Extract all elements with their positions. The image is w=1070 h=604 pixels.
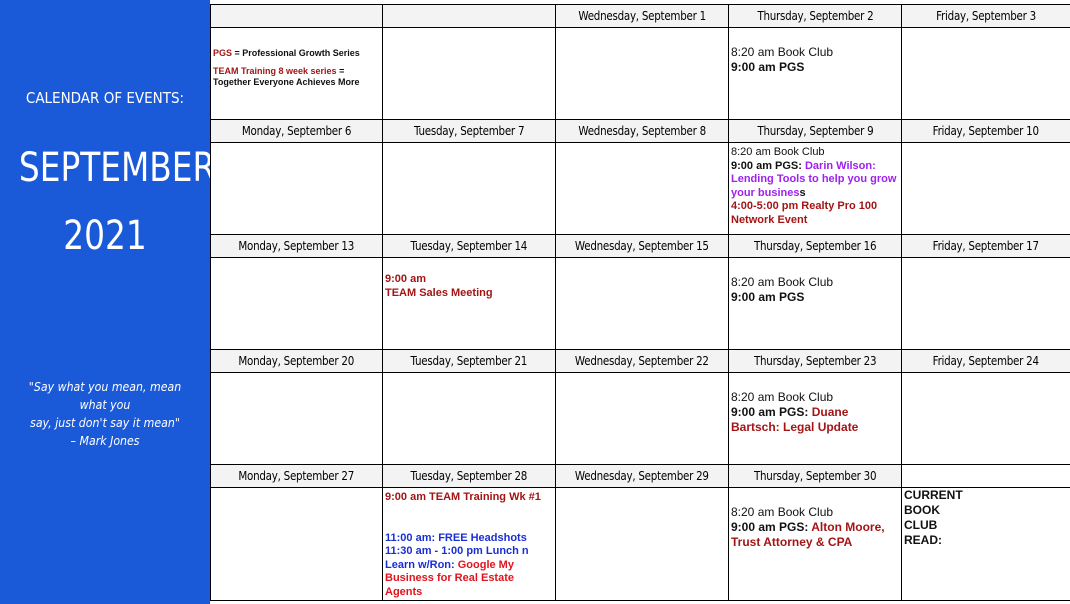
- day-cell: [383, 373, 556, 465]
- book-club-read-label: BOOK: [904, 503, 940, 517]
- event-sales-meeting: TEAM Sales Meeting: [385, 286, 493, 299]
- month-title: SEPTEMBER: [18, 145, 216, 191]
- sidebar-panel: [0, 0, 216, 604]
- day-header: Wednesday, September 8: [556, 120, 729, 143]
- day-header: Thursday, September 16: [729, 235, 902, 258]
- day-cell: [729, 373, 902, 465]
- day-header: Wednesday, September 22: [556, 350, 729, 373]
- day-header: Monday, September 27: [211, 465, 383, 488]
- day-row: [211, 28, 1070, 120]
- event-pgs-label: 9:00 am PGS:: [731, 405, 812, 419]
- day-header: Thursday, September 9: [729, 120, 902, 143]
- event-book-club: 8:20 am Book Club: [731, 45, 834, 59]
- legend-pgs-abbr: PGS: [213, 48, 233, 58]
- calendar-title: CALENDAR OF EVENTS:: [25, 89, 185, 107]
- year-title: 2021: [63, 213, 147, 259]
- day-row: [211, 258, 1070, 350]
- day-cell: [556, 373, 729, 465]
- day-cell: [211, 373, 383, 465]
- day-cell: [729, 488, 902, 601]
- day-cell: [556, 488, 729, 601]
- header-row: [211, 465, 1070, 488]
- event-lunch-topic: Google My Business for Real Estate Agents: [385, 558, 514, 598]
- day-header: Monday, September 13: [211, 235, 383, 258]
- day-header: Friday, September 3: [902, 5, 1070, 28]
- header-row: [211, 5, 1070, 28]
- event-book-club: 8:20 am Book Club: [731, 505, 834, 519]
- day-cell: [902, 143, 1070, 235]
- day-cell: [902, 28, 1070, 120]
- day-cell: [556, 258, 729, 350]
- event-pgs-topic-tail: s: [799, 186, 806, 199]
- event-pgs-topic: Darin Wilson: Lending Tools to help you grow your busines: [731, 159, 897, 199]
- book-club-read-label: CLUB: [904, 518, 938, 532]
- day-cell: [383, 258, 556, 350]
- day-header: Wednesday, September 29: [556, 465, 729, 488]
- event-book-club: 8:20 am Book Club: [731, 275, 834, 289]
- day-cell: [902, 373, 1070, 465]
- day-header: [902, 465, 1070, 488]
- legend-team-eq: =: [336, 66, 345, 76]
- event-network: 4:00-5:00 pm Realty Pro 100 Network Event: [731, 200, 878, 226]
- day-cell: [383, 28, 556, 120]
- day-header: Thursday, September 23: [729, 350, 902, 373]
- calendar-grid: [210, 4, 1070, 601]
- day-row: [211, 143, 1070, 235]
- day-header: Friday, September 10: [902, 120, 1070, 143]
- event-time: 9:00 am: [385, 273, 426, 285]
- event-headshots: 11:00 am: FREE Headshots: [385, 531, 527, 544]
- day-header: Friday, September 17: [902, 235, 1070, 258]
- legend-team-def: Together Everyone Achieves More: [213, 77, 360, 87]
- day-header: Thursday, September 2: [729, 5, 902, 28]
- quote: [18, 378, 192, 450]
- event-team-training: 9:00 am TEAM Training Wk #1: [385, 491, 541, 503]
- event-pgs-topic: Alton Moore, Trust Attorney & CPA: [731, 520, 885, 549]
- day-cell: [556, 143, 729, 235]
- event-book-club: 8:20 am Book Club: [731, 390, 834, 404]
- day-header: Wednesday, September 15: [556, 235, 729, 258]
- day-cell: [902, 488, 1070, 601]
- day-header: Monday, September 20: [211, 350, 383, 373]
- day-header: Thursday, September 30: [729, 465, 902, 488]
- day-header: Tuesday, September 21: [383, 350, 556, 373]
- day-cell: [211, 258, 383, 350]
- day-header: Tuesday, September 28: [383, 465, 556, 488]
- day-header: [211, 5, 383, 28]
- day-cell: [383, 143, 556, 235]
- event-pgs: 9:00 am PGS: [731, 60, 805, 74]
- book-club-read-label: CURRENT: [904, 488, 963, 502]
- event-lunch: 11:30 am - 1:00 pm Lunch n Learn w/Ron:: [385, 545, 529, 571]
- quote-author: – Mark Jones: [70, 433, 140, 448]
- event-pgs-label: 9:00 am PGS:: [731, 159, 805, 172]
- book-club-read-label: READ:: [904, 533, 942, 547]
- event-pgs-label: 9:00 am PGS:: [731, 520, 812, 534]
- day-cell: [383, 488, 556, 601]
- event-book-club: 8:20 am Book Club: [731, 146, 825, 158]
- legend-team-abbr: TEAM Training 8 week series: [213, 66, 337, 76]
- day-header: Wednesday, September 1: [556, 5, 729, 28]
- day-row: [211, 488, 1070, 601]
- header-row: [211, 235, 1070, 258]
- event-pgs-topic: Duane Bartsch: Legal Update: [731, 405, 859, 434]
- day-header: Tuesday, September 14: [383, 235, 556, 258]
- day-row: [211, 373, 1070, 465]
- day-cell: [729, 143, 902, 235]
- day-header: Monday, September 6: [211, 120, 383, 143]
- day-cell: [556, 28, 729, 120]
- day-cell: [211, 143, 383, 235]
- day-header: Friday, September 24: [902, 350, 1070, 373]
- day-cell: [729, 28, 902, 120]
- quote-line: say, just don't say it mean": [30, 415, 180, 430]
- event-pgs: 9:00 am PGS: [731, 290, 805, 304]
- day-cell: [902, 258, 1070, 350]
- quote-line: "Say what you mean, mean what you: [28, 379, 182, 412]
- day-header: [383, 5, 556, 28]
- header-row: [211, 350, 1070, 373]
- legend-pgs-def: = Professional Growth Series: [232, 48, 360, 58]
- header-row: [211, 120, 1070, 143]
- legend-cell: [211, 28, 383, 120]
- day-cell: [729, 258, 902, 350]
- day-header: Tuesday, September 7: [383, 120, 556, 143]
- day-cell: [211, 488, 383, 601]
